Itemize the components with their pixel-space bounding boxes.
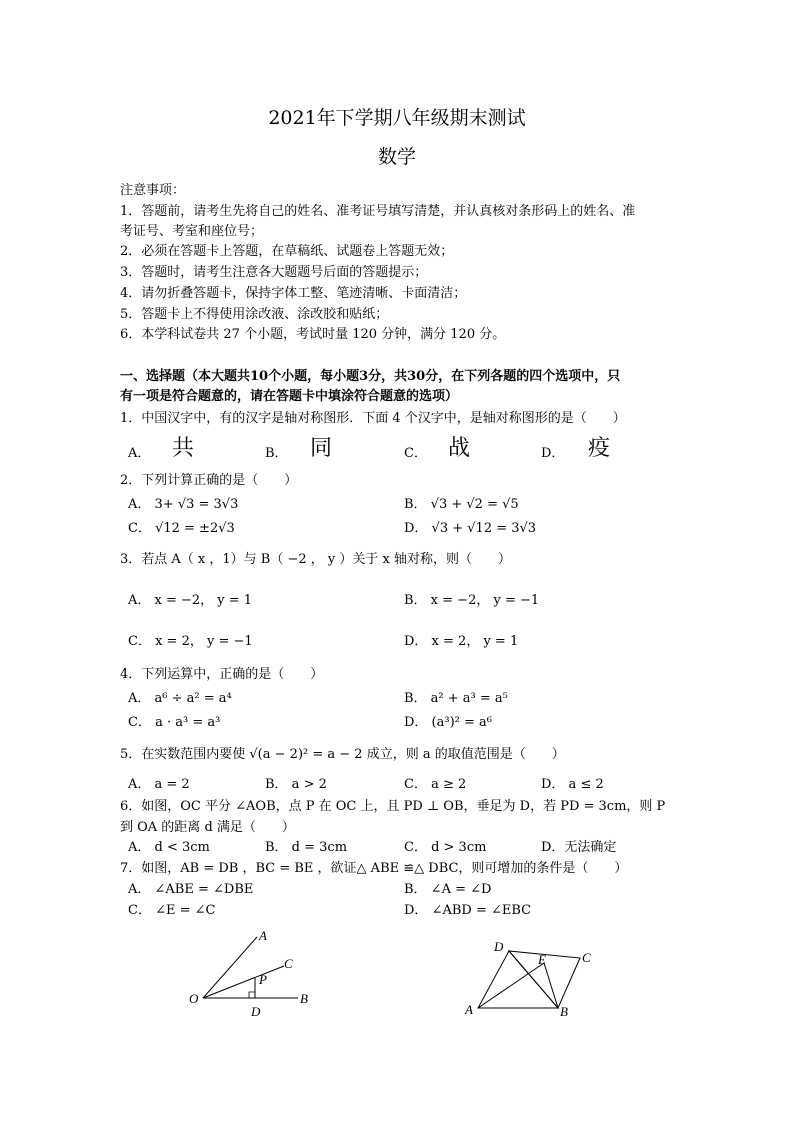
note-line-3: 2．必须在答题卡上答题，在草稿纸、试题卷上答题无效； [120,244,454,259]
q2-option-d: D． √3 + √12 = 3√3 [404,521,537,536]
q6-option-b: B． d = 3cm [265,840,348,855]
q6-option-d: D．无法确定 [541,840,617,855]
fig1-label-p: P [259,972,267,987]
q7-option-a: A． ∠ABE = ∠DBE [128,882,254,897]
note-line-7: 6．本学科试卷共 27 个小题，考试时量 120 分钟，满分 120 分。 [120,327,506,342]
q6-stem-line-2: 到 OA 的距离 d 满足（ ） [120,820,295,835]
q4-option-b: B． a² + a³ = a⁵ [404,691,508,706]
q4-option-a: A． a⁶ ÷ a² = a⁴ [128,691,232,706]
fig1-label-a: A [259,928,267,943]
fig1-label-d: D [251,1004,261,1019]
q1-stem: 1．中国汉字中，有的汉字是轴对称图形．下面 4 个汉字中，是轴对称图形的是（ ） [120,411,626,426]
figure-triangles [460,935,600,1020]
fig1-label-o: O [189,991,199,1006]
q1-option-a-char: 共 [172,436,195,461]
q2-option-c: C． √12 = ±2√3 [128,521,235,536]
q7-stem: 7．如图，AB = DB ，BC = BE ，欲证△ ABE ≌△ DBC，则可增加的条件是（ ） [120,861,628,876]
right-angle-mark [249,992,255,998]
q1-option-d-char: 疫 [588,436,611,461]
q5-option-c: C． a ≥ 2 [404,777,467,792]
q2-option-b: B． √3 + √2 = √5 [404,497,519,512]
q1-option-b-char: 同 [310,436,333,461]
q1-option-a-letter: A． [128,446,151,461]
fig2-label-a: A [465,1002,473,1017]
q5-option-d: D． a ≤ 2 [541,777,604,792]
fig1-label-b: B [300,991,308,1006]
ray-oc [203,966,284,998]
q6-stem-line-1: 6．如图，OC 平分 ∠AOB，点 P 在 OC 上，且 PD ⊥ OB，垂足为 D，若 PD = 3cm，则 P [120,799,666,814]
notes-heading: 注意事项： [120,183,186,198]
q6-option-c: C． d > 3cm [404,840,487,855]
q1-option-c-letter: C． [404,446,427,461]
exam-title: 2021年下学期八年级期末测试 [268,107,526,129]
section-heading-line-1: 一、选择题（本大题共10个小题，每小题3分，共30分，在下列各题的四个选项中，只 [120,369,621,384]
q1-option-c-char: 战 [448,436,471,461]
q1-option-b-letter: B． [265,446,288,461]
q3-option-d: D． x = 2， y = 1 [404,634,519,649]
q1-option-d-letter: D． [541,446,565,461]
q4-option-d: D． (a³)² = a⁶ [404,715,492,730]
segment-ae [478,963,544,1008]
segment-eb [544,963,558,1008]
q3-option-b: B． x = −2， y = −1 [404,593,540,608]
section-heading-line-2: 有一项是符合题意的，请在答题卡中填涂符合题意的选项） [120,389,459,404]
q4-option-c: C． a · a³ = a³ [128,715,221,730]
q5-stem: 5．在实数范围内要使 √(a − 2)² = a − 2 成立，则 a 的取值范围是（ ） [120,747,565,762]
q4-stem: 4．下列运算中，正确的是（ ） [120,667,324,682]
q5-option-a: A． a = 2 [128,777,190,792]
q3-option-c: C． x = 2， y = −1 [128,634,253,649]
ray-oa [203,937,257,998]
q3-stem: 3．若点 A（ x ，1）与 B（ −2 ， y ）关于 x 轴对称，则（ ） [120,552,511,567]
fig2-label-b: B [560,1004,568,1019]
fig1-label-c: C [284,956,293,971]
note-line-6: 5．答题卡上不得使用涂改液、涂改胶和贴纸； [120,307,389,322]
q7-option-b: B． ∠A = ∠D [404,882,492,897]
q7-option-c: C． ∠E = ∠C [128,903,216,918]
q7-option-d: D． ∠ABD = ∠EBC [404,903,532,918]
note-line-5: 4．请勿折叠答题卡，保持字体工整、笔迹清晰、卡面清洁； [120,286,467,301]
fig2-label-d: D [494,939,504,954]
q2-option-a: A． 3+ √3 = 3√3 [128,497,239,512]
q2-stem: 2．下列计算正确的是（ ） [120,473,298,488]
note-line-1: 1．答题前，请考生先将自己的姓名、准考证号填写清楚，并认真核对条形码上的姓名、准 [120,204,636,219]
note-line-4: 3．答题时，请考生注意各大题题号后面的答题提示； [120,265,428,280]
q5-option-b: B． a > 2 [265,777,327,792]
q6-option-a: A． d < 3cm [128,840,210,855]
q3-option-a: A． x = −2， y = 1 [128,593,253,608]
note-line-2: 考证号、考室和座位号； [120,224,264,239]
fig2-label-e: E [538,952,546,967]
exam-subject: 数学 [377,146,416,168]
fig2-label-c: C [582,950,591,965]
figure-angle-bisector [180,922,330,1022]
